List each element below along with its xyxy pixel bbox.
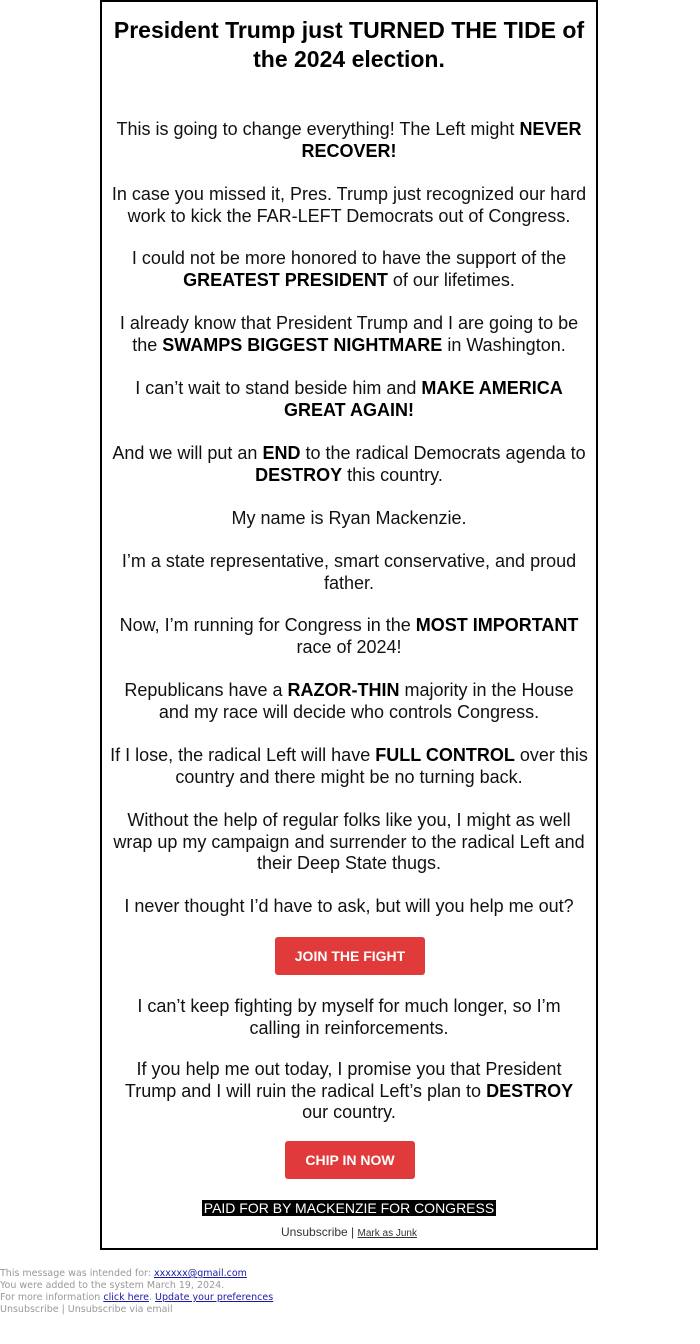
p11-text-end: over this country and there might be no turning back. xyxy=(175,745,588,787)
paragraph-3 xyxy=(110,248,588,291)
paragraph-7 xyxy=(110,508,588,530)
p15-text: If you help me out today, I promise you that President Trump and I will ruin the radical Left’s plan to xyxy=(124,1059,562,1101)
p6-text: And we will put an xyxy=(112,443,263,463)
separator: | xyxy=(347,1225,358,1239)
p11-text: If I lose, the radical Left will have xyxy=(110,745,376,765)
p1-text: This is going to change everything! The Left might xyxy=(116,119,520,139)
footer-email-link[interactable]: xxxxxx@gmail.com xyxy=(154,1268,247,1279)
p4-bold: SWAMPS BIGGEST NIGHTMARE xyxy=(162,334,443,355)
p10-bold: RAZOR-THIN xyxy=(287,680,400,700)
chip-in-now-button[interactable]: CHIP IN NOW xyxy=(285,1141,415,1179)
paragraph-4 xyxy=(110,313,588,356)
p6-bold-1: END xyxy=(262,443,301,463)
paragraph-6 xyxy=(110,443,588,486)
unsubscribe-link[interactable]: Unsubscribe xyxy=(281,1225,348,1239)
p4-text: I already know that President Trump and I are going to be the xyxy=(119,313,579,355)
footer-intended-line xyxy=(0,1268,273,1280)
email-footer xyxy=(0,1268,273,1316)
p9-bold: MOST IMPORTANT xyxy=(415,615,579,635)
paragraph-8 xyxy=(110,551,588,594)
p6-bold-2: DESTROY xyxy=(255,464,343,485)
paragraph-13 xyxy=(110,896,588,918)
paragraph-11 xyxy=(110,745,588,788)
paid-for-text: PAID FOR BY MACKENZIE FOR CONGRESS xyxy=(203,1200,495,1216)
mark-as-junk-link[interactable]: Mark as Junk xyxy=(357,1228,417,1239)
paragraph-9 xyxy=(110,615,588,658)
unsubscribe-row xyxy=(102,1225,596,1239)
p9-text: Now, I’m running for Congress in the xyxy=(119,615,416,635)
footer-unsubscribe-line[interactable]: Unsubscribe | Unsubscribe via email xyxy=(0,1304,173,1315)
p13-text: I never thought I’d have to ask, but will you help me out? xyxy=(124,896,574,916)
p14-text: I can’t keep fighting by myself for much longer, so I’m calling in reinforcements. xyxy=(137,996,561,1038)
footer-update-preferences-link[interactable]: Update your preferences xyxy=(155,1292,274,1303)
p11-bold: FULL CONTROL xyxy=(375,745,515,765)
paragraph-14 xyxy=(110,996,588,1039)
footer-info-line xyxy=(0,1292,273,1304)
email-card xyxy=(100,0,598,1250)
p15-text-end: our country. xyxy=(302,1102,396,1122)
footer-info-prefix: For more information xyxy=(0,1292,104,1303)
p5-text: I can’t wait to stand beside him and xyxy=(135,378,422,398)
headline: President Trump just TURNED THE TIDE of the 2024 election. xyxy=(113,17,585,72)
p4-text-end: in Washington. xyxy=(442,334,566,355)
p5-bold: MAKE AMERICA GREAT AGAIN! xyxy=(284,378,563,420)
footer-intended-prefix: This message was intended for: xyxy=(0,1268,154,1279)
p3-bold: GREATEST PRESIDENT xyxy=(183,269,388,290)
p3-text-end: of our lifetimes. xyxy=(387,269,515,290)
footer-added-line: You were added to the system March 19, 2024. xyxy=(0,1280,225,1291)
paid-for-disclaimer xyxy=(102,1199,596,1218)
p7-text: My name is Ryan Mackenzie. xyxy=(231,508,467,528)
p12-text: Without the help of regular folks like you, I might as well wrap up my campaign and surrender to the radical Left and their Deep State thugs. xyxy=(113,810,585,873)
paragraph-5 xyxy=(110,378,588,421)
p6-text-end: this country. xyxy=(342,464,443,485)
paragraph-2 xyxy=(110,184,588,227)
join-the-fight-button[interactable]: JOIN THE FIGHT xyxy=(275,937,425,975)
p15-bold: DESTROY xyxy=(486,1080,574,1101)
p6-text-mid: to the radical Democrats agenda to xyxy=(300,443,586,463)
p8-text: I’m a state representative, smart conservative, and proud father. xyxy=(121,551,577,593)
p3-text: I could not be more honored to have the support of the xyxy=(131,248,567,268)
p1-bold: NEVER RECOVER! xyxy=(301,119,582,161)
p9-text-end: race of 2024! xyxy=(296,636,402,657)
paragraph-12 xyxy=(110,810,588,875)
paragraph-10 xyxy=(110,680,588,723)
paragraph-15 xyxy=(110,1059,588,1124)
p10-text-end: majority in the House and my race will decide who controls Congress. xyxy=(158,680,574,722)
footer-dot: . xyxy=(149,1292,156,1303)
paragraph-1 xyxy=(110,119,588,162)
p10-text: Republicans have a xyxy=(124,680,288,700)
p2-text: In case you missed it, Pres. Trump just recognized our hard work to kick the FAR-LEFT Democrats out of Congress. xyxy=(111,184,587,226)
footer-click-here-link[interactable]: click here xyxy=(103,1292,149,1303)
